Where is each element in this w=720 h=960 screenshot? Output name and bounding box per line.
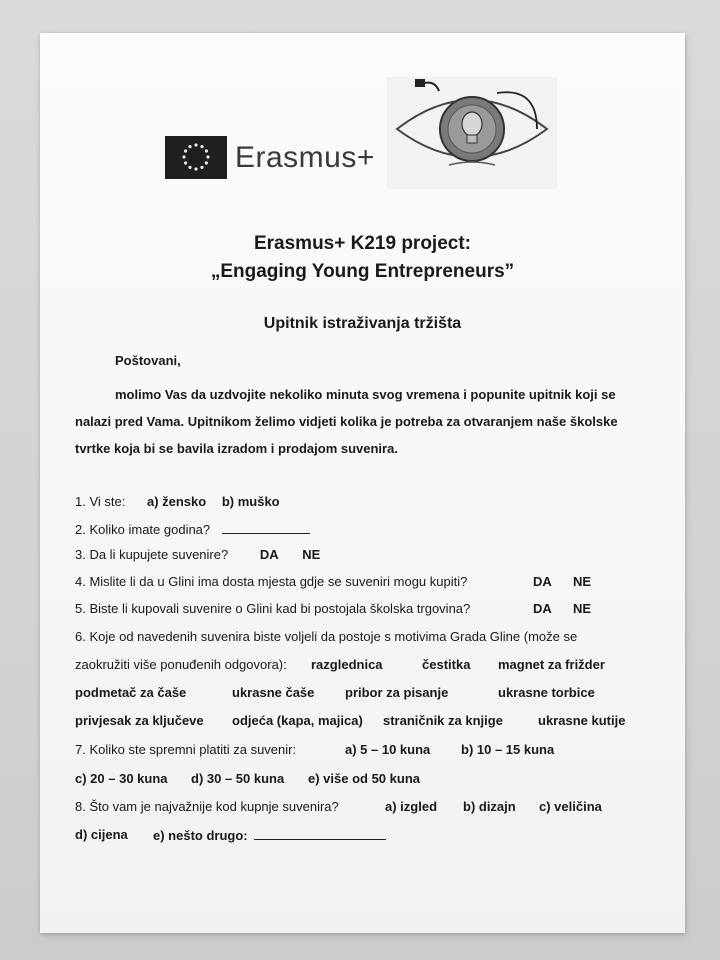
questionnaire-sheet xyxy=(40,33,685,933)
intro-line-2: nalazi pred Vama. Upitnikom želimo vidjeti kolika je potreba za otvaranjem naše školske xyxy=(75,414,618,429)
question-3 xyxy=(75,547,320,562)
age-answer-line[interactable] xyxy=(222,521,310,534)
intro-line-1: molimo Vas da uzdvojite nekoliko minuta svog vremena i popunite upitnik koji se xyxy=(115,387,616,402)
question-8: 8. Što vam je najvažnije kod kupnje suvenira? xyxy=(75,799,339,814)
question-1-text: 1. Vi ste: xyxy=(75,494,126,509)
question-6-line2: zaokružiti više ponuđenih odgovora): xyxy=(75,657,287,672)
q8-option-d[interactable]: d) cijena xyxy=(75,827,128,842)
eye-project-logo xyxy=(387,77,557,189)
other-answer-line[interactable] xyxy=(254,827,386,840)
question-3-text: 3. Da li kupujete suvenire? xyxy=(75,547,229,562)
q6-option-razglednica[interactable]: razglednica xyxy=(311,657,383,672)
erasmus-logo xyxy=(165,136,375,179)
q6-option-ukrasne-case[interactable]: ukrasne čaše xyxy=(232,685,315,700)
q6-option-stranicnik[interactable]: straničnik za knjige xyxy=(383,713,503,728)
q8-option-e[interactable]: e) nešto drugo: xyxy=(153,827,386,843)
q3-yes[interactable]: DA xyxy=(259,547,279,562)
question-1 xyxy=(75,494,280,509)
erasmus-wordmark: Erasmus+ xyxy=(235,140,375,174)
question-6-line1: 6. Koje od navedenih suvenira biste voljeli da postoje s motivima Grada Gline (može se xyxy=(75,629,578,644)
q1-option-b[interactable]: b) muško xyxy=(221,494,280,509)
greeting: Poštovani, xyxy=(115,353,181,368)
question-4-text: 4. Mislite li da u Glini ima dosta mjesta gdje se suveniri mogu kupiti? xyxy=(75,574,468,589)
document-subtitle: Upitnik istraživanja tržišta xyxy=(263,315,462,332)
q6-option-magnet[interactable]: magnet za frižder xyxy=(498,657,605,672)
q7-option-c[interactable]: c) 20 – 30 kuna xyxy=(75,771,168,786)
q1-option-a[interactable]: a) žensko xyxy=(146,494,207,509)
q6-option-podmetac[interactable]: podmetač za čaše xyxy=(75,685,187,700)
q6-option-kutije[interactable]: ukrasne kutije xyxy=(538,713,626,728)
question-4 xyxy=(75,574,467,589)
q4-yes[interactable]: DA xyxy=(533,574,552,589)
q6-option-torbice[interactable]: ukrasne torbice xyxy=(498,685,595,700)
q6-option-odjeca[interactable]: odjeća (kapa, majica) xyxy=(232,713,363,728)
intro-line-3: tvrtke koja bi se bavila izradom i prodajom suvenira. xyxy=(75,441,398,456)
q7-option-a[interactable]: a) 5 – 10 kuna xyxy=(345,742,431,757)
q6-option-pribor[interactable]: pribor za pisanje xyxy=(345,685,449,700)
q8-option-c[interactable]: c) veličina xyxy=(539,799,602,814)
question-7: 7. Koliko ste spremni platiti za suvenir: xyxy=(75,742,297,757)
q5-yes[interactable]: DA xyxy=(533,601,552,616)
question-5 xyxy=(75,601,470,616)
question-2-text: 2. Koliko imate godina? xyxy=(75,522,211,537)
q3-no[interactable]: NE xyxy=(302,547,321,562)
q5-no[interactable]: NE xyxy=(573,601,592,616)
q7-option-b[interactable]: b) 10 – 15 kuna xyxy=(461,742,555,757)
q8-option-a[interactable]: a) izgled xyxy=(385,799,438,814)
question-2 xyxy=(75,521,310,537)
document-title-line1: Erasmus+ K219 project: xyxy=(253,233,471,254)
document-title-line2: „Engaging Young Entrepreneurs” xyxy=(210,261,515,282)
q8-option-b[interactable]: b) dizajn xyxy=(463,799,516,814)
q7-option-e[interactable]: e) više od 50 kuna xyxy=(308,771,420,786)
intro-paragraph xyxy=(75,381,650,462)
q7-option-d[interactable]: d) 30 – 50 kuna xyxy=(191,771,285,786)
q6-option-cestitka[interactable]: čestitka xyxy=(422,657,471,672)
q6-option-privjesak[interactable]: privjesak za ključeve xyxy=(75,713,204,728)
question-5-text: 5. Biste li kupovali suvenire o Glini kad bi postojala školska trgovina? xyxy=(75,601,471,616)
eu-flag-icon xyxy=(165,136,227,179)
q4-no[interactable]: NE xyxy=(573,574,592,589)
